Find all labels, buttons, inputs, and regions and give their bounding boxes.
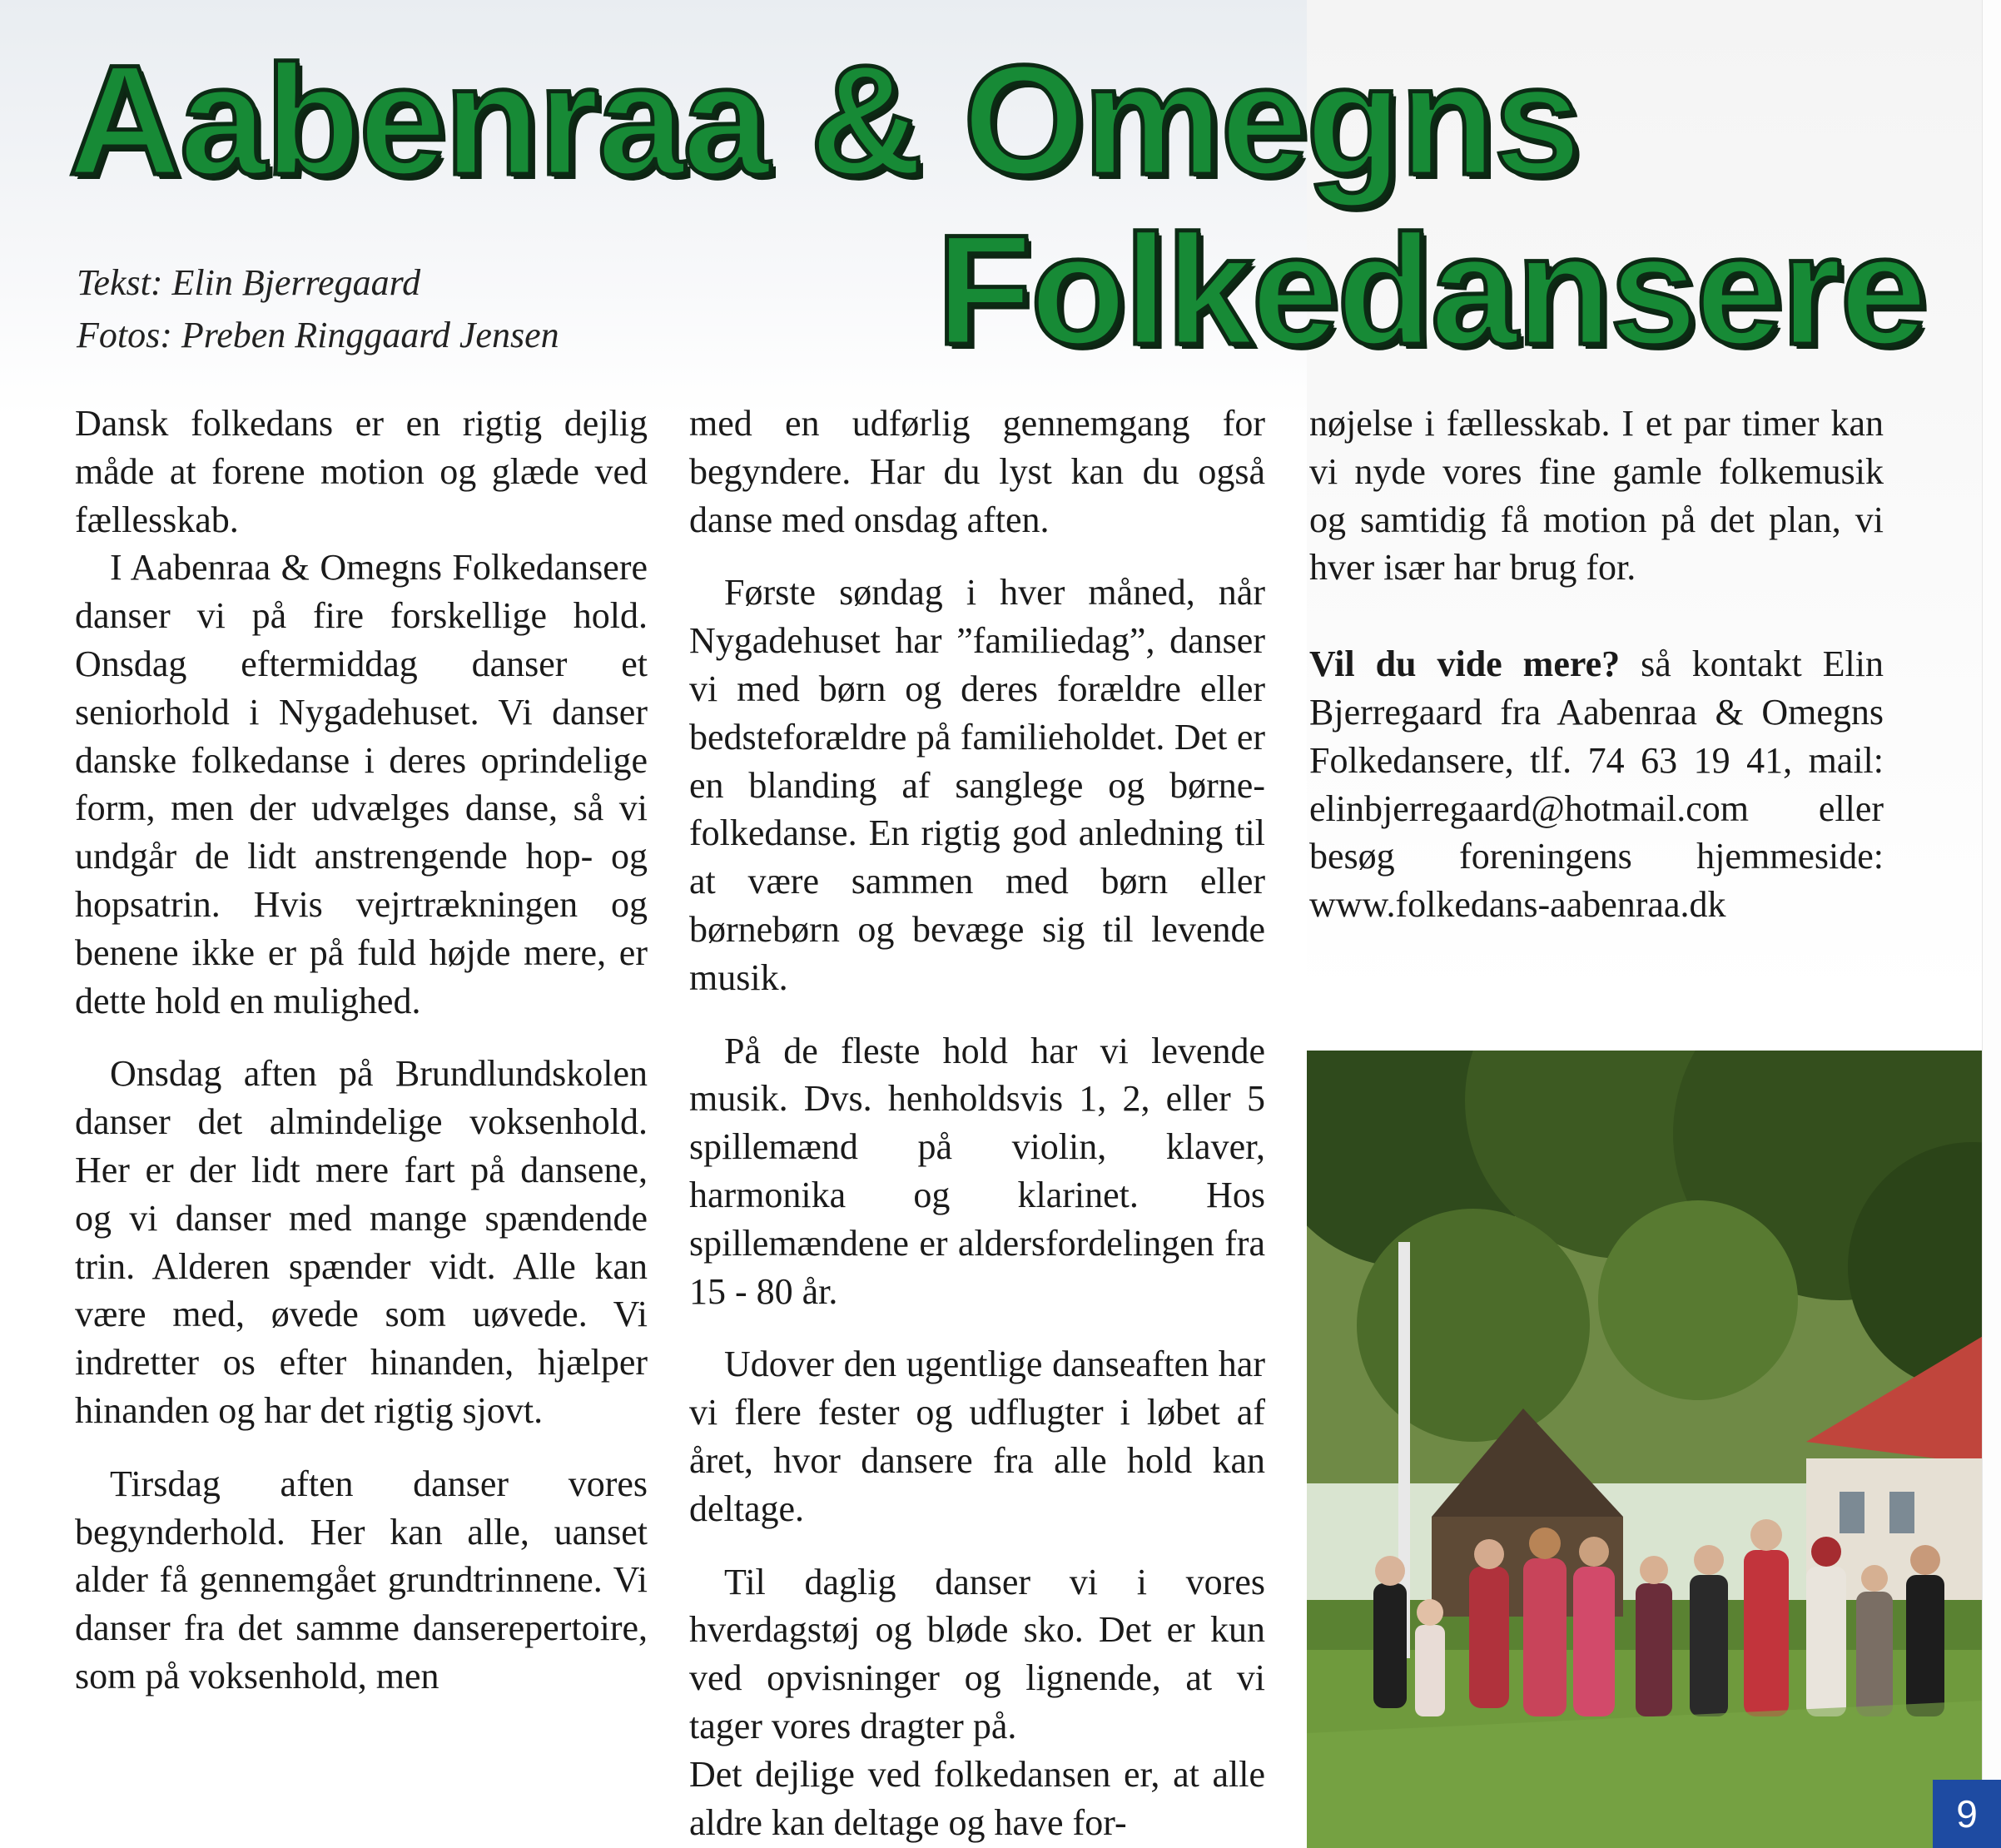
text-column-1 (75, 400, 648, 1701)
paragraph: Onsdag aften på Brundlundskolen danser det almindelige voksenhold. Her er der lidt mere fart på dansene, og vi danser med mange spændende trin. Alderen spænder vidt. Alle kan være med, øvede som uøvede. Vi indretter os efter hinanden, hjælper hinanden og har det rigtig sjovt. (75, 1053, 648, 1431)
contact-lead: Vil du vide mere? (1309, 643, 1621, 685)
paragraph: Dansk folkedans er en rigtig dejlig måde at forene motion og glæde ved fællesskab. (75, 403, 648, 540)
page-number-badge: 9 (1933, 1780, 2001, 1848)
text-column-3 (1309, 400, 1884, 929)
article-title-line-2: Folkedansere (936, 202, 1926, 377)
contact-details: så kontakt Elin Bjerregaard fra Aabenraa & Omegns Folkedansere, tlf. 74 63 19 41, mail: elinbjerregaard@hotmail.com eller besøg foreningens hjemmeside: www.folkedans-aabenraa.dk (1309, 643, 1884, 926)
contact-paragraph (1309, 640, 1884, 929)
paragraph: Første søndag i hver måned, når Nygadehuset har ”familiedag”, danser vi med børn og deres forældre eller bedsteforældre på familieholdet. Det er en blanding af sanglege og børne-folkedanse. En rigtig god anledning til at være sammen med børn eller børnebørn og bevæge sig til levende musik. (689, 572, 1265, 998)
paragraph: nøjelse i fællesskab. I et par timer kan vi nyde vores fine gamle folkemusik og samtidig få motion på det plan, vi hver især har brug for. (1309, 403, 1884, 589)
paragraph: med en udførlig gennemgang for begyndere. Har du lyst kan du også danse med onsdag aften. (689, 403, 1265, 540)
page-edge (1982, 0, 2001, 1848)
credit-photographer: Fotos: Preben Ringgaard Jensen (77, 315, 559, 355)
paragraph: Til daglig danser vi i vores hverdagstøj og bløde sko. Det er kun ved opvisninger og lignende, at vi tager vores dragter på. (689, 1561, 1265, 1746)
text-column-2 (689, 400, 1265, 1846)
paragraph: Tirsdag aften danser vores begynderhold. Her kan alle, uanset alder få gennemgået grundtrinnene. Vi danser fra det samme danserepertoire, som på voksenhold, men (75, 1463, 648, 1696)
paragraph: I Aabenraa & Omegns Folkedansere danser vi på fire forskellige hold. Onsdag eftermiddag danser et seniorhold i Nygadehuset. Vi danser danske folkedanse i deres oprindelige form, men der udvælges danse, så vi undgår de lidt anstrengende hop- og hopsatrin. Hvis vejrtrækningen og benene ikke er på fuld højde mere, er dette hold en mulighed. (75, 547, 648, 1021)
folk-dance-photo (1307, 1051, 2001, 1848)
paragraph: Det dejlige ved folkedansen er, at alle aldre kan deltage og have for- (689, 1753, 1265, 1843)
paragraph: På de fleste hold har vi levende musik. Dvs. henholdsvis 1, 2, eller 5 spillemænd på violin, klaver, harmonika og klarinet. Hos spillemændene er aldersfordelingen fra 15 - 80 år. (689, 1030, 1265, 1312)
credit-text-author: Tekst: Elin Bjerregaard (77, 262, 421, 303)
paragraph: Udover den ugentlige danseaften har vi flere fester og udflugter i løbet af året, hvor dansere fra alle hold kan deltage. (689, 1344, 1265, 1529)
article-title-line-1: Aabenraa & Omegns (68, 32, 1580, 207)
article-credits (77, 256, 559, 361)
